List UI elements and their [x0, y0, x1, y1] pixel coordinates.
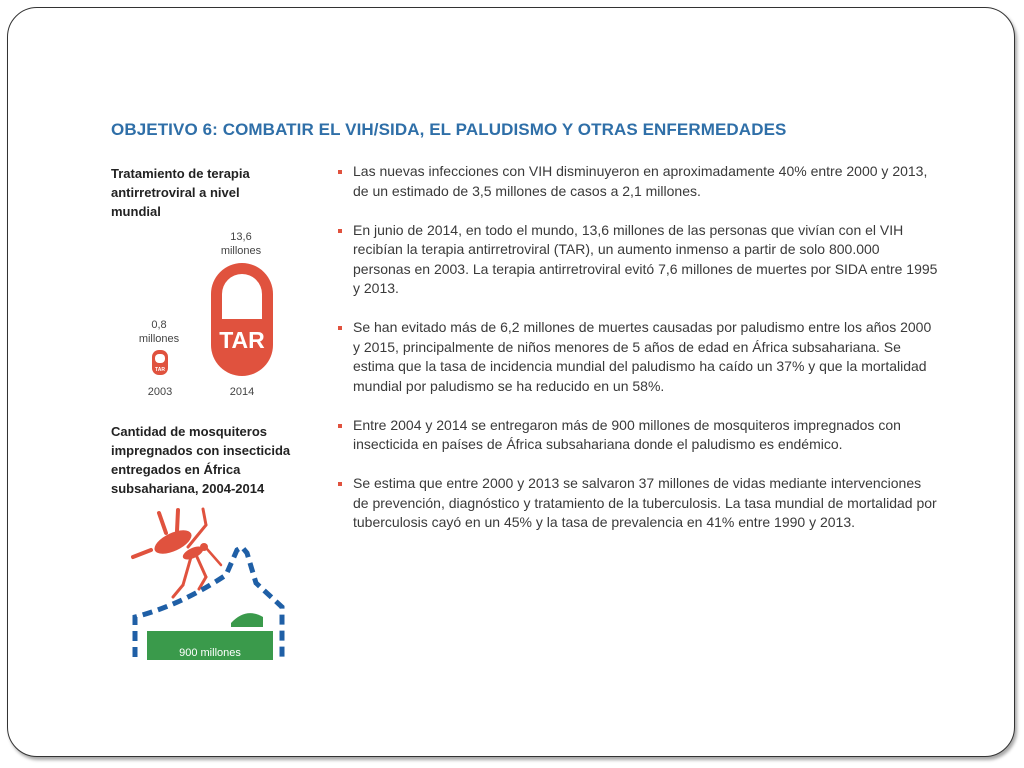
bullet-marker: [338, 229, 342, 233]
small-pill-label: TAR: [155, 367, 165, 373]
bed-net-icon: [111, 505, 311, 660]
bar-2003-highlight: [155, 354, 165, 363]
pillow: [231, 613, 263, 627]
unit-2014: millones: [220, 245, 262, 257]
list-item: [338, 474, 938, 533]
tick-2003: 2003: [147, 386, 173, 398]
value-2003: 0,8: [151, 319, 167, 331]
pill-label: TAR: [219, 327, 265, 353]
list-item: [338, 416, 938, 455]
bullet-marker: [338, 170, 342, 174]
bullet-text: Se estima que entre 2000 y 2013 se salvaron 37 millones de vidas mediante intervenciones de prevención, diagnóstico y tratamiento de la tuberculosis. La tasa mundial de mortalidad por tuberculosis cayó en un 45% y la tasa de prevalencia en 41% entre 1990 y 2013.: [353, 475, 937, 530]
net-heading: Cantidad de mosquiteros impregnados con insecticida entregados en África subsahariana, 2004-2014: [111, 424, 291, 496]
tick-2014: 2014: [229, 386, 255, 398]
bullet-text: Entre 2004 y 2014 se entregaron más de 900 millones de mosquiteros impregnados con insecticida en países de África subsahariana donde el paludismo es endémico.: [353, 416, 901, 452]
list-item: [338, 162, 938, 201]
art-chart: [111, 228, 311, 403]
page-title: OBJETIVO 6: COMBATIR EL VIH/SIDA, EL PALUDISMO Y OTRAS ENFERMEDADES: [111, 120, 787, 139]
bullet-text: Las nuevas infecciones con VIH disminuyeron en aproximadamente 40% entre 2000 y 2013, de un estimado de 3,5 millones de casos a 2,1 millones.: [353, 163, 928, 199]
list-item: [338, 318, 938, 396]
unit-2003: millones: [138, 333, 180, 345]
bed-net-illustration: [111, 505, 311, 660]
bed-label: 900 millones: [179, 647, 241, 659]
value-2014: 13,6: [230, 231, 252, 243]
bullet-marker: [338, 424, 342, 428]
bar-2014-highlight-base: [222, 296, 262, 319]
bullet-text: En junio de 2014, en todo el mundo, 13,6 millones de las personas que vivían con el VIH recibían la terapia antirretroviral (TAR), un aumento inmenso a partir de solo 800.000 personas en 2003. La terapia antirretroviral evitó 7,6 millones de muertes por SIDA entre 1995 y 2013.: [353, 221, 938, 296]
bullet-marker: [338, 482, 342, 486]
bullet-list: [338, 162, 938, 552]
list-item: [338, 221, 938, 299]
pill-2014: [211, 263, 273, 376]
art-heading: Tratamiento de terapia antirretroviral a nivel mundial: [111, 166, 250, 219]
pill-2003: [152, 350, 168, 375]
bullet-marker: [338, 326, 342, 330]
bullet-text: Se han evitado más de 6,2 millones de muertes causadas por paludismo entre los años 2000 y 2015, principalmente de niños menores de 5 años de edad en África subsahariana. Se estima que la tasa de incidencia mundial del paludismo ha caído un 37% y que la mortalidad mundial por paludismo se ha reducido en un 58%.: [353, 319, 932, 394]
pill-chart-svg: [111, 228, 311, 403]
